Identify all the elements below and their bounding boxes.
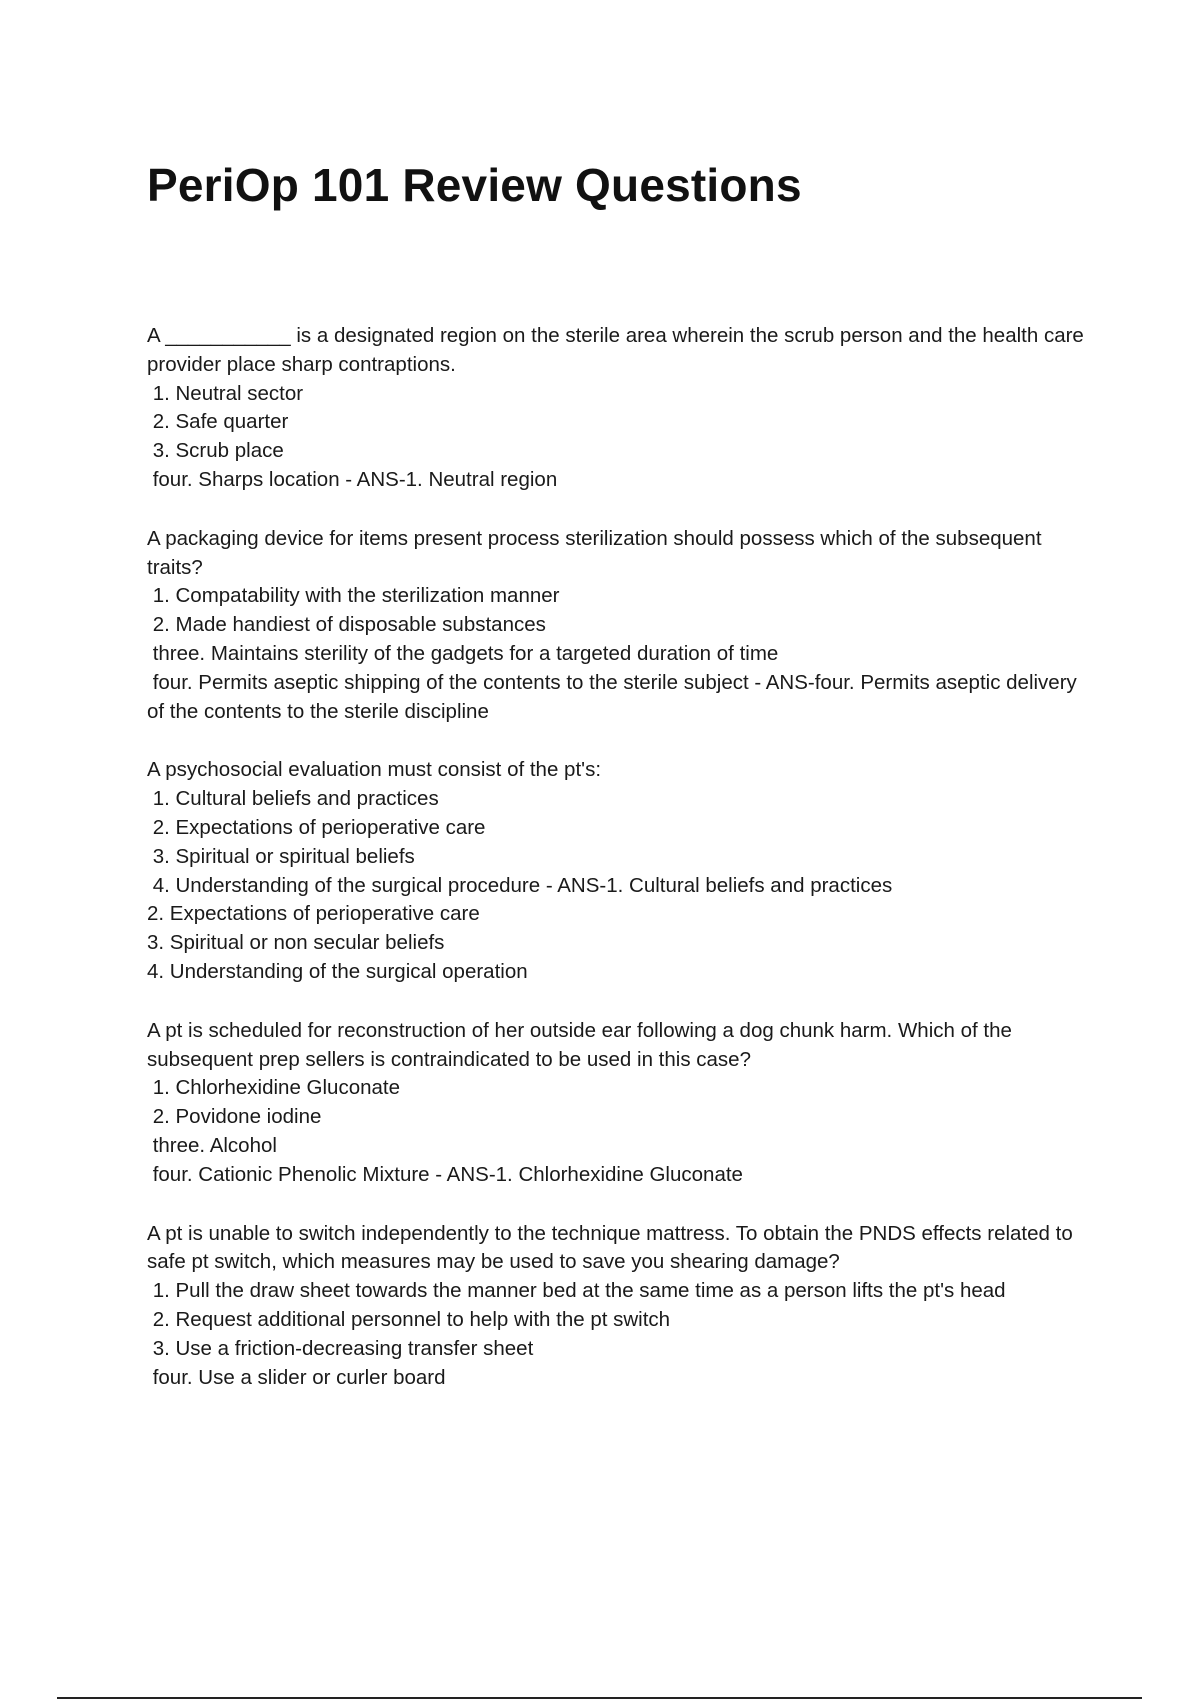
answer-line: 1. Chlorhexidine Gluconate <box>147 1076 400 1100</box>
answer-line: 3. Spiritual or non secular beliefs <box>147 931 445 955</box>
question-stem: A ___________ is a designated region on the sterile area wherein the scrub person and the health care provider place sharp contraptions. <box>147 324 1084 376</box>
answer-line: 2. Request additional personnel to help with the pt switch <box>147 1307 671 1331</box>
answer-line: 3. Spiritual or spiritual beliefs <box>147 844 415 868</box>
answer-line: four. Permits aseptic shipping of the contents to the sterile subject - ANS-four. Permits aseptic delivery of the contents to the sterile discipline <box>147 670 1083 723</box>
answer-line: four. Use a slider or curler board <box>147 1365 446 1389</box>
answer-line: 1. Cultural beliefs and practices <box>147 787 439 811</box>
answer-line: 1. Neutral sector <box>147 381 304 405</box>
page-title: PeriOp 101 Review Questions <box>147 159 802 211</box>
answer-line: 2. Expectations of perioperative care <box>147 902 480 926</box>
answer-line: 2. Expectations of perioperative care <box>147 815 486 839</box>
question-stem: A psychosocial evaluation must consist of the pt's: <box>147 758 602 782</box>
question-1 <box>147 322 1087 495</box>
answer-line: 4. Understanding of the surgical operation <box>147 959 528 983</box>
answer-line: four. Sharps location - ANS-1. Neutral region <box>147 467 558 491</box>
answer-line: four. Cationic Phenolic Mixture - ANS-1. Chlorhexidine Gluconate <box>147 1162 743 1186</box>
answer-line: three. Maintains sterility of the gadgets for a targeted duration of time <box>147 641 779 665</box>
answer-line: 2. Povidone iodine <box>147 1105 322 1129</box>
question-stem: A packaging device for items present process sterilization should possess which of the subsequent traits? <box>147 526 1042 579</box>
answer-line: 3. Scrub place <box>147 439 284 463</box>
answer-line: three. Alcohol <box>147 1133 277 1157</box>
answer-line: 2. Safe quarter <box>147 410 289 434</box>
question-2 <box>147 525 1087 727</box>
answer-line: 1. Compatability with the sterilization manner <box>147 584 560 608</box>
question-list <box>147 322 1087 1422</box>
answer-line: 2. Made handiest of disposable substances <box>147 613 546 637</box>
question-stem: A pt is scheduled for reconstruction of her outside ear following a dog chunk harm. Which of the subsequent prep sellers is contraindicated to be used in this case? <box>147 1018 1012 1071</box>
question-stem: A pt is unable to switch independently to the technique mattress. To obtain the PNDS effects related to safe pt switch, which measures may be used to save you shearing damage? <box>147 1221 1073 1274</box>
question-4 <box>147 1017 1087 1190</box>
question-5 <box>147 1220 1087 1393</box>
answer-line: 4. Understanding of the surgical procedure - ANS-1. Cultural beliefs and practices <box>147 873 893 897</box>
answer-line: 3. Use a friction-decreasing transfer sheet <box>147 1336 534 1360</box>
question-3 <box>147 756 1087 986</box>
footer-divider <box>57 1697 1142 1699</box>
answer-line: 1. Pull the draw sheet towards the manner bed at the same time as a person lifts the pt's head <box>147 1279 1006 1303</box>
